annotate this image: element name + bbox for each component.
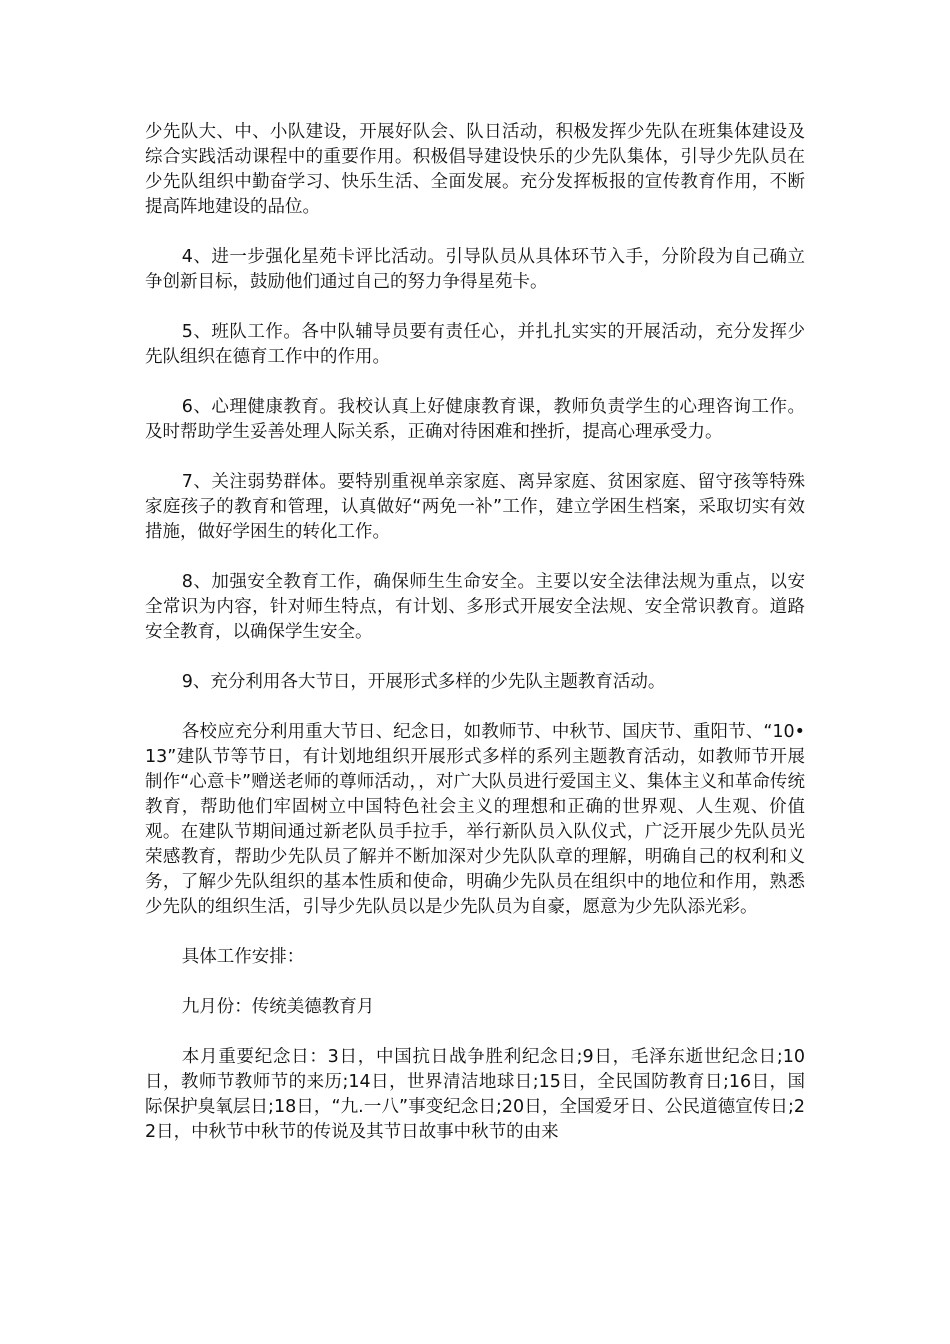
paragraph-item-5: 5、班队工作。各中队辅导员要有责任心，并扎扎实实的开展活动，充分发挥少先队组织在德育工作中的作用。 bbox=[145, 322, 805, 367]
paragraph-item-8: 8、加强安全教育工作，确保师生生命安全。主要以安全法律法规为重点，以安全常识为内容，针对师生特点，有计划、多形式开展安全法规、安全常识教育。道路安全教育，以确保学生安全。 bbox=[145, 572, 805, 642]
paragraph-item-9: 9、充分利用各大节日，开展形式多样的少先队主题教育活动。 bbox=[181, 672, 666, 692]
paragraph-team-building: 少先队大、中、小队建设，开展好队会、队日活动，积极发挥少先队在班集体建设及综合实践活动课程中的重要作用。积极倡导建设快乐的少先队集体，引导少先队员在少先队组织中勤奋学习、快乐生活、全面发展。充分发挥板报的宣传教育作用，不断提高阵地建设的品位。 bbox=[145, 122, 805, 217]
document-body bbox=[145, 120, 805, 1170]
paragraph-item-4: 4、进一步强化星苑卡评比活动。引导队员从具体环节入手，分阶段为自己确立争创新目标，鼓励他们通过自己的努力争得星苑卡。 bbox=[145, 247, 805, 292]
paragraph-work-schedule-heading: 具体工作安排： bbox=[181, 947, 305, 967]
paragraph-september-dates: 本月重要纪念日：3日，中国抗日战争胜利纪念日;9日，毛泽东逝世纪念日;10日，教师节教师节的来历;14日，世界清洁地球日;15日，全民国防教育日;16日，国际保护臭氧层日;18日，“九.一八”事变纪念日;20日，全国爱牙日、公民道德宣传日;22日，中秋节中秋节的传说及其节日故事中秋节的由来 bbox=[145, 1047, 805, 1142]
paragraph-festivals: 各校应充分利用重大节日、纪念日，如教师节、中秋节、国庆节、重阳节、“10•13”建队节等节日，有计划地组织开展形式多样的系列主题教育活动，如教师节开展制作“心意卡”赠送老师的尊师活动，，对广大队员进行爱国主义、集体主义和革命传统教育，帮助他们牢固树立中国特色社会主义的理想和正确的世界观、人生观、价值观。在建队节期间通过新老队员手拉手，举行新队员入队仪式，广泛开展少先队员光荣感教育，帮助少先队员了解并不断加深对少先队队章的理解，明确自己的权利和义务，了解少先队组织的基本性质和使命，明确少先队员在组织中的地位和作用，熟悉少先队的组织生活，引导少先队员以是少先队员为自豪，愿意为少先队添光彩。 bbox=[145, 722, 805, 917]
paragraph-september-heading: 九月份：传统美德教育月 bbox=[181, 997, 375, 1017]
paragraph-item-7: 7、关注弱势群体。要特别重视单亲家庭、离异家庭、贫困家庭、留守孩等特殊家庭孩子的教育和管理，认真做好“两免一补”工作，建立学困生档案，采取切实有效措施，做好学困生的转化工作。 bbox=[145, 472, 805, 542]
paragraph-item-6: 6、心理健康教育。我校认真上好健康教育课，教师负责学生的心理咨询工作。及时帮助学生妥善处理人际关系，正确对待困难和挫折，提高心理承受力。 bbox=[145, 397, 805, 442]
